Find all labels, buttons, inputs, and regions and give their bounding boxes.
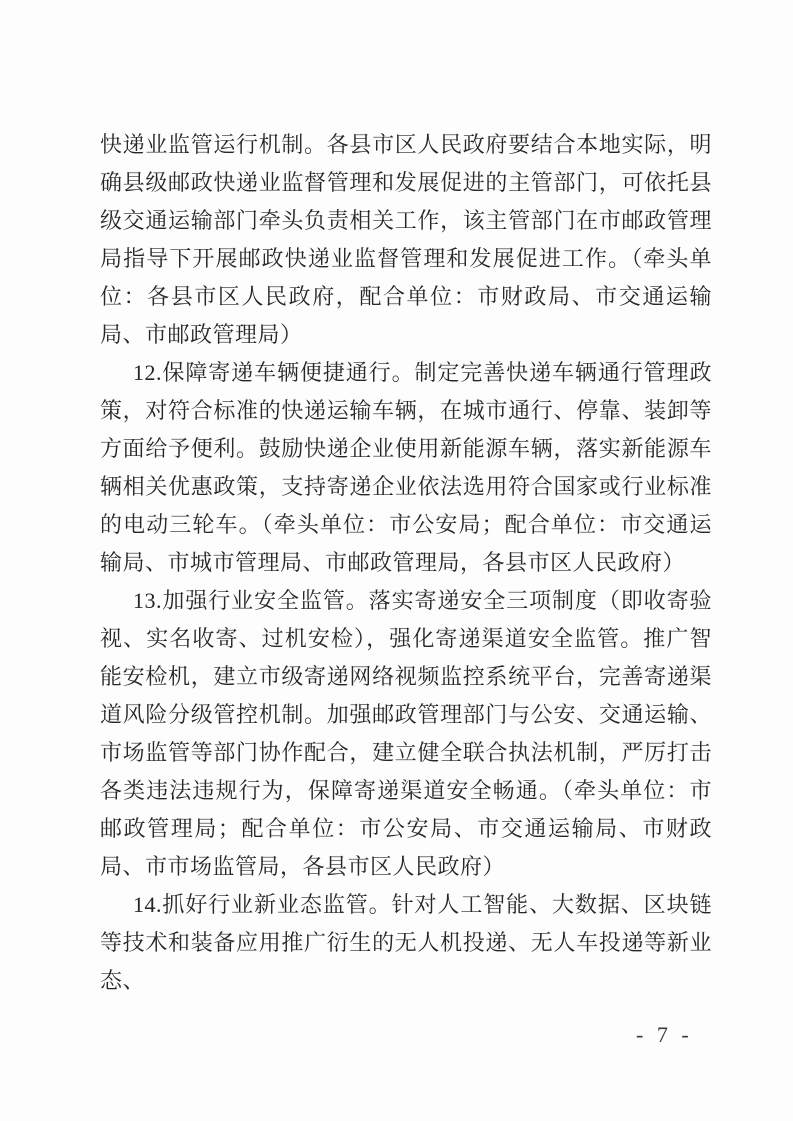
paragraph-item-13: 13.加强行业安全监管。落实寄递安全三项制度（即收寄验视、实名收寄、过机安检），强化寄递渠道安全监管。推广智能安检机，建立市级寄递网络视频监控系统平台，完善寄递渠道风险分级管控机制。加强邮政管理部门与公安、交通运输、市场监管等部门协作配合，建立健全联合执法机制，严厉打击各类违法违规行为，保障寄递渠道安全畅通。（牵头单位：市邮政管理局；配合单位：市公安局、市交通运输局、市财政局、市市场监管局，各县市区人民政府） (100, 588, 712, 879)
paragraph-item-12: 12.保障寄递车辆便捷通行。制定完善快递车辆通行管理政策，对符合标准的快递运输车辆，在城市通行、停靠、装卸等方面给予便利。鼓励快递企业使用新能源车辆，落实新能源车辆相关优惠政策，支持寄递企业依法选用符合国家或行业标准的电动三轮车。（牵头单位：市公安局；配合单位：市交通运输局、市城市管理局、市邮政管理局，各县市区人民政府） (100, 360, 712, 575)
page-number: - 7 - (636, 1022, 693, 1047)
paragraph-continuation: 快递业监管运行机制。各县市区人民政府要结合本地实际，明确县级邮政快递业监督管理和发展促进的主管部门，可依托县级交通运输部门牵头负责相关工作，该主管部门在市邮政管理局指导下开展邮政快递业监督管理和发展促进工作。（牵头单位：各县市区人民政府，配合单位：市财政局、市交通运输局、市邮政管理局） (100, 132, 712, 347)
paragraph-item-14: 14.抓好行业新业态监管。针对人工智能、大数据、区块链等技术和装备应用推广衍生的无人机投递、无人车投递等新业态、 (100, 892, 712, 993)
document-body (100, 126, 712, 1000)
